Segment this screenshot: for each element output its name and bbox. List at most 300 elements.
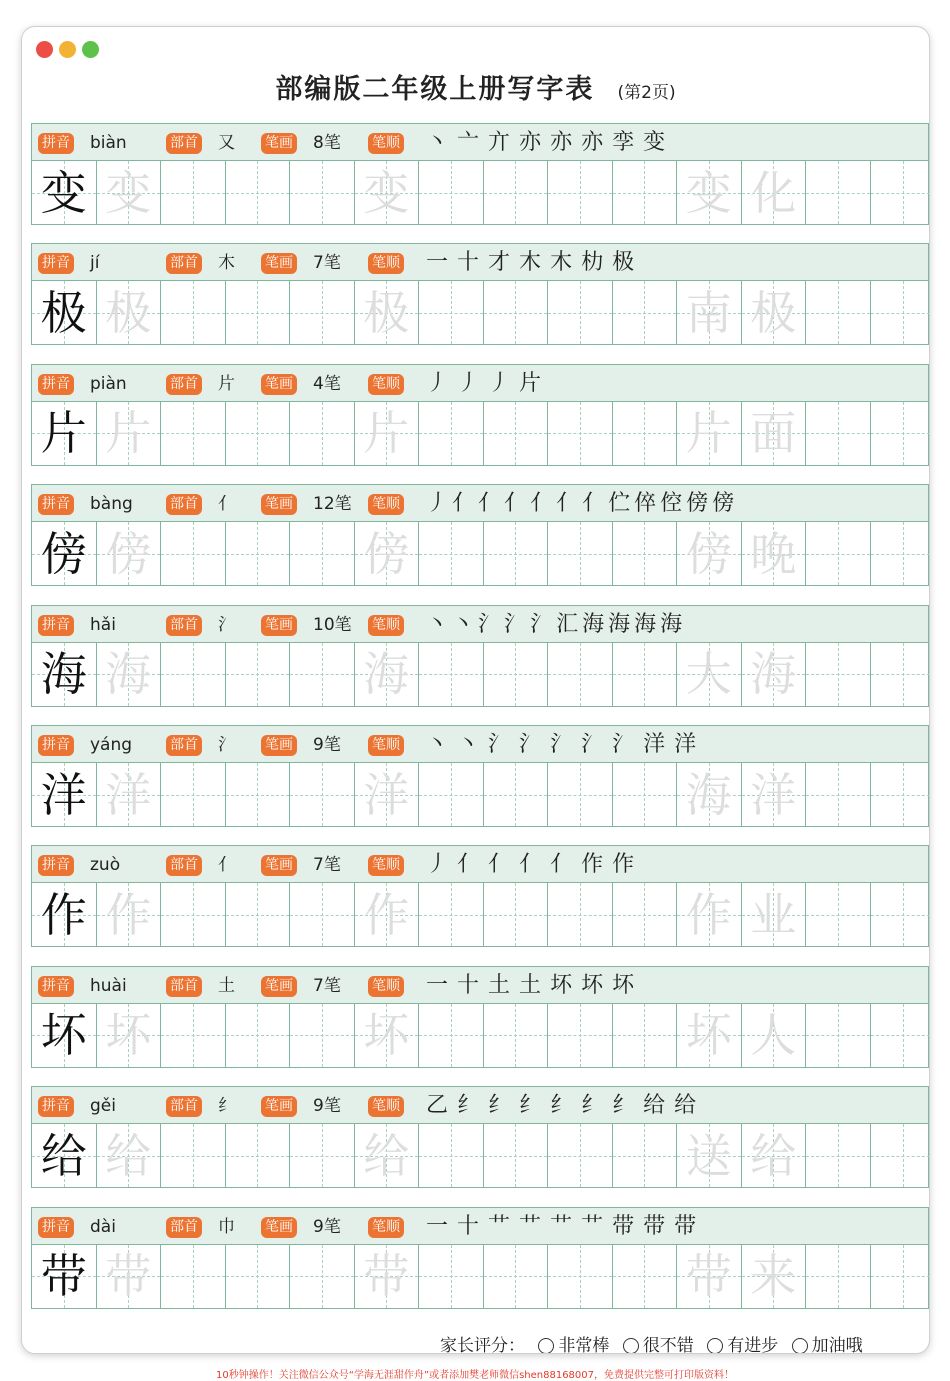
- grid-cell-with-character: [32, 402, 97, 465]
- practice-cell[interactable]: [548, 281, 613, 344]
- grid-cell-with-character: [742, 1245, 807, 1308]
- practice-cell[interactable]: [548, 643, 613, 706]
- practice-cell[interactable]: [161, 1245, 226, 1308]
- stroke-count-tag: 笔画: [261, 735, 297, 756]
- stroke-order-sequence: [426, 367, 550, 401]
- practice-cell[interactable]: [226, 883, 291, 946]
- stroke-order-tag: 笔顺: [368, 976, 404, 997]
- word-trace-character: 大: [685, 647, 732, 702]
- stroke-order-sequence: [426, 969, 643, 1003]
- practice-cell[interactable]: [226, 1004, 291, 1067]
- practice-cell[interactable]: [419, 161, 484, 224]
- minimize-window-button[interactable]: [59, 41, 76, 58]
- character-info-bar: [31, 243, 929, 281]
- practice-cell[interactable]: [871, 1124, 931, 1187]
- stroke-order-sequence: [426, 608, 686, 642]
- practice-cell[interactable]: [419, 522, 484, 585]
- practice-cell[interactable]: [161, 281, 226, 344]
- stroke-order-tag: 笔顺: [368, 133, 404, 154]
- grid-cell-with-character: [355, 161, 420, 224]
- practice-cell[interactable]: [226, 763, 291, 826]
- stroke-step: 海: [634, 611, 657, 637]
- word-trace-character: 送: [685, 1128, 732, 1183]
- model-character: 变: [40, 165, 87, 220]
- radical-tag: 部首: [166, 735, 202, 756]
- trace-character: 变: [363, 165, 410, 220]
- pinyin-value: dài: [90, 1216, 116, 1237]
- grid-cell-with-character: [742, 522, 807, 585]
- practice-cell[interactable]: [613, 402, 678, 465]
- radical-value: 氵: [218, 614, 235, 635]
- practice-cell[interactable]: [290, 1004, 355, 1067]
- writing-grid: [31, 643, 929, 707]
- pinyin-value: gěi: [90, 1096, 116, 1117]
- stroke-step: 带: [612, 1213, 635, 1239]
- stroke-order-sequence: [426, 728, 705, 762]
- practice-cell[interactable]: [484, 281, 549, 344]
- grid-cell-with-character: [677, 161, 742, 224]
- grid-cell-with-character: [355, 1245, 420, 1308]
- stroke-count-value: 7笔: [313, 253, 341, 274]
- practice-cell[interactable]: [806, 763, 871, 826]
- word-trace-character: 极: [750, 285, 797, 340]
- word-trace-character: 坏: [685, 1008, 732, 1063]
- grid-cell-with-character: [32, 1004, 97, 1067]
- stroke-step: 孪: [612, 130, 635, 155]
- character-block: [31, 966, 929, 1069]
- practice-cell[interactable]: [161, 522, 226, 585]
- stroke-step: 作: [612, 852, 635, 878]
- grid-cell-with-character: [97, 522, 162, 585]
- stroke-count-tag: 笔画: [261, 374, 297, 395]
- pinyin-tag: 拼音: [38, 1217, 74, 1238]
- stroke-count-tag: 笔画: [261, 253, 297, 274]
- stroke-order-sequence: [426, 487, 738, 521]
- practice-cell[interactable]: [484, 402, 549, 465]
- stroke-order-tag: 笔顺: [368, 735, 404, 756]
- practice-cell[interactable]: [548, 1004, 613, 1067]
- trace-character: 洋: [105, 767, 152, 822]
- trace-character: 给: [363, 1128, 410, 1183]
- practice-cell[interactable]: [290, 1124, 355, 1187]
- grid-cell-with-character: [97, 1245, 162, 1308]
- grid-cell-with-character: [677, 883, 742, 946]
- writing-grid: [31, 763, 929, 827]
- model-character: 作: [40, 887, 87, 942]
- radical-tag: 部首: [166, 133, 202, 154]
- stroke-step: 海: [582, 611, 605, 637]
- close-window-button[interactable]: [36, 41, 53, 58]
- grid-cell-with-character: [355, 402, 420, 465]
- practice-cell[interactable]: [419, 402, 484, 465]
- promo-footer-note: 10秒钟操作！关注微信公众号“学海无涯甜作舟”或者添加樊老师微信shen88168007，免费提供完整可打印版资料！: [215, 1370, 735, 1381]
- stroke-order-tag: 笔顺: [368, 494, 404, 515]
- stroke-count-tag: 笔画: [261, 1096, 297, 1117]
- stroke-count-value: 9笔: [313, 1096, 341, 1117]
- grid-cell-with-character: [97, 763, 162, 826]
- stroke-step: 亻: [457, 852, 480, 878]
- word-trace-character: 南: [685, 285, 732, 340]
- radio-circle-icon[interactable]: [538, 1338, 554, 1354]
- word-trace-character: 片: [685, 406, 732, 461]
- grid-cell-with-character: [355, 1124, 420, 1187]
- stroke-order-tag: 笔顺: [368, 615, 404, 636]
- grid-cell-with-character: [677, 1245, 742, 1308]
- stroke-step: 带: [674, 1213, 697, 1239]
- model-character: 给: [40, 1128, 87, 1183]
- practice-cell[interactable]: [613, 1245, 678, 1308]
- word-trace-character: 傍: [685, 526, 732, 581]
- stroke-count-tag: 笔画: [261, 855, 297, 876]
- practice-cell[interactable]: [613, 643, 678, 706]
- practice-cell[interactable]: [806, 643, 871, 706]
- grid-cell-with-character: [97, 402, 162, 465]
- stroke-order-sequence: [426, 1089, 705, 1123]
- practice-cell[interactable]: [161, 1124, 226, 1187]
- stroke-step: 丶: [452, 611, 475, 637]
- stroke-step: 洋: [643, 732, 666, 757]
- practice-cell[interactable]: [290, 763, 355, 826]
- radical-value: 氵: [218, 735, 235, 755]
- trace-character: 极: [105, 285, 152, 340]
- stroke-count-value: 12笔: [313, 494, 352, 515]
- trace-character: 变: [105, 165, 152, 220]
- character-info-bar: [31, 1086, 929, 1124]
- practice-cell[interactable]: [226, 643, 291, 706]
- grid-cell-with-character: [32, 281, 97, 344]
- practice-cell[interactable]: [871, 522, 931, 585]
- practice-cell[interactable]: [419, 763, 484, 826]
- word-trace-character: 人: [750, 1008, 797, 1063]
- practice-cell[interactable]: [548, 161, 613, 224]
- grid-cell-with-character: [97, 161, 162, 224]
- stroke-count-value: 10笔: [313, 614, 352, 635]
- practice-cell[interactable]: [161, 161, 226, 224]
- stroke-step: 汇: [556, 611, 579, 637]
- character-block: [31, 845, 929, 948]
- character-info-bar: [31, 364, 929, 402]
- practice-cell[interactable]: [613, 1004, 678, 1067]
- stroke-step: 丶: [426, 130, 449, 155]
- pinyin-tag: 拼音: [38, 976, 74, 997]
- practice-cell[interactable]: [161, 883, 226, 946]
- stroke-step: 亻: [488, 852, 511, 878]
- practice-cell[interactable]: [613, 161, 678, 224]
- stroke-step: 亻: [550, 852, 573, 878]
- pinyin-tag: 拼音: [38, 735, 74, 756]
- grid-cell-with-character: [742, 161, 807, 224]
- stroke-count-tag: 笔画: [261, 133, 297, 154]
- stroke-step: 纟: [488, 1093, 511, 1119]
- character-block: [31, 243, 929, 346]
- stroke-step: 氵: [530, 611, 553, 637]
- stroke-count-tag: 笔画: [261, 976, 297, 997]
- grid-cell-with-character: [355, 763, 420, 826]
- practice-cell[interactable]: [290, 883, 355, 946]
- practice-cell[interactable]: [806, 1124, 871, 1187]
- practice-cell[interactable]: [290, 643, 355, 706]
- radical-value: 土: [218, 975, 235, 996]
- practice-cell[interactable]: [290, 522, 355, 585]
- pinyin-value: bàng: [90, 494, 133, 515]
- writing-grid: [31, 1124, 929, 1188]
- evaluation-option-good[interactable]: 很不错: [623, 1336, 694, 1354]
- practice-cell[interactable]: [613, 763, 678, 826]
- practice-cell[interactable]: [806, 1245, 871, 1308]
- parent-evaluation: [440, 1331, 863, 1354]
- practice-cell[interactable]: [806, 522, 871, 585]
- practice-cell[interactable]: [161, 402, 226, 465]
- practice-cell[interactable]: [419, 1245, 484, 1308]
- practice-cell[interactable]: [806, 161, 871, 224]
- word-trace-character: 晚: [750, 526, 797, 581]
- trace-character: 傍: [105, 526, 152, 581]
- pinyin-value: huài: [90, 975, 127, 996]
- practice-cell[interactable]: [613, 281, 678, 344]
- grid-cell-with-character: [97, 281, 162, 344]
- app-window: [21, 26, 930, 1354]
- model-character: 带: [40, 1249, 87, 1304]
- grid-cell-with-character: [32, 522, 97, 585]
- grid-cell-with-character: [677, 522, 742, 585]
- stroke-step: 坏: [550, 972, 573, 998]
- stroke-step: 亻: [452, 491, 475, 517]
- stroke-step: 海: [660, 611, 683, 637]
- stroke-step: 作: [581, 852, 604, 878]
- practice-cell[interactable]: [290, 1245, 355, 1308]
- evaluation-option-improved[interactable]: 有进步: [707, 1336, 778, 1354]
- model-character: 洋: [40, 767, 87, 822]
- stroke-step: 氵: [612, 732, 635, 757]
- stroke-step: 极: [612, 250, 635, 276]
- word-trace-character: 来: [750, 1249, 797, 1304]
- practice-cell[interactable]: [806, 883, 871, 946]
- evaluation-option-excellent[interactable]: 非常棒: [538, 1336, 609, 1354]
- stroke-step: 纟: [519, 1093, 542, 1119]
- stroke-step: 氵: [478, 611, 501, 637]
- radical-value: 亻: [218, 855, 235, 876]
- practice-cell[interactable]: [161, 643, 226, 706]
- grid-cell-with-character: [355, 643, 420, 706]
- stroke-step: 亣: [488, 130, 511, 155]
- practice-cell[interactable]: [871, 1004, 931, 1067]
- practice-cell[interactable]: [290, 402, 355, 465]
- stroke-count-value: 9笔: [313, 1216, 341, 1237]
- practice-cell[interactable]: [419, 1004, 484, 1067]
- character-info-bar: [31, 123, 929, 161]
- model-character: 海: [40, 647, 87, 702]
- pinyin-tag: 拼音: [38, 253, 74, 274]
- stroke-step: 一: [426, 1213, 449, 1239]
- practice-cell[interactable]: [548, 522, 613, 585]
- stroke-step: 纟: [457, 1093, 480, 1119]
- radio-circle-icon[interactable]: [707, 1338, 723, 1354]
- practice-cell[interactable]: [613, 1124, 678, 1187]
- radical-tag: 部首: [166, 494, 202, 515]
- pinyin-value: piàn: [90, 373, 127, 394]
- practice-cell[interactable]: [806, 1004, 871, 1067]
- stroke-step: 亻: [556, 491, 579, 517]
- practice-cell[interactable]: [484, 643, 549, 706]
- pinyin-tag: 拼音: [38, 133, 74, 154]
- model-character: 傍: [40, 526, 87, 581]
- character-block: [31, 123, 929, 226]
- stroke-step: 亦: [519, 130, 542, 155]
- stroke-step: 一: [426, 972, 449, 998]
- stroke-step: 氵: [581, 732, 604, 757]
- practice-cell[interactable]: [871, 883, 931, 946]
- stroke-step: 丶: [426, 611, 449, 637]
- stroke-step: 丿: [488, 370, 511, 396]
- practice-cell[interactable]: [548, 883, 613, 946]
- grid-cell-with-character: [355, 522, 420, 585]
- practice-cell[interactable]: [161, 763, 226, 826]
- writing-grid: [31, 161, 929, 225]
- radical-value: 木: [218, 253, 235, 274]
- trace-character: 极: [363, 285, 410, 340]
- practice-cell[interactable]: [871, 1245, 931, 1308]
- grid-cell-with-character: [677, 402, 742, 465]
- trace-character: 给: [105, 1128, 152, 1183]
- stroke-step: 艹: [488, 1213, 511, 1239]
- grid-cell-with-character: [32, 161, 97, 224]
- practice-cell[interactable]: [484, 522, 549, 585]
- grid-cell-with-character: [742, 1124, 807, 1187]
- practice-cell[interactable]: [806, 281, 871, 344]
- stroke-step: 亻: [478, 491, 501, 517]
- grid-cell-with-character: [742, 281, 807, 344]
- stroke-step: 亦: [581, 130, 604, 155]
- practice-cell[interactable]: [226, 161, 291, 224]
- practice-cell[interactable]: [548, 1124, 613, 1187]
- stroke-step: 一: [426, 250, 449, 276]
- maximize-window-button[interactable]: [82, 41, 99, 58]
- stroke-count-value: 8笔: [313, 133, 341, 153]
- radio-circle-icon[interactable]: [792, 1338, 808, 1354]
- practice-cell[interactable]: [871, 161, 931, 224]
- practice-cell[interactable]: [871, 643, 931, 706]
- practice-cell[interactable]: [226, 1245, 291, 1308]
- practice-cell[interactable]: [871, 281, 931, 344]
- character-info-bar: [31, 966, 929, 1004]
- evaluation-option-keep-going[interactable]: 加油哦: [792, 1336, 863, 1354]
- pinyin-tag: 拼音: [38, 494, 74, 515]
- radical-value: 纟: [218, 1096, 235, 1117]
- stroke-step: 丶: [426, 732, 449, 757]
- practice-cell[interactable]: [290, 161, 355, 224]
- radical-value: 又: [218, 133, 235, 153]
- practice-cell[interactable]: [226, 522, 291, 585]
- grid-cell-with-character: [742, 402, 807, 465]
- practice-cell[interactable]: [548, 402, 613, 465]
- practice-cell[interactable]: [484, 161, 549, 224]
- grid-cell-with-character: [677, 1004, 742, 1067]
- radical-tag: 部首: [166, 615, 202, 636]
- grid-cell-with-character: [742, 1004, 807, 1067]
- practice-cell[interactable]: [548, 1245, 613, 1308]
- stroke-count-value: 7笔: [313, 975, 341, 996]
- practice-cell[interactable]: [419, 643, 484, 706]
- practice-cell[interactable]: [226, 281, 291, 344]
- stroke-count-tag: 笔画: [261, 615, 297, 636]
- stroke-step: 丿: [426, 852, 449, 878]
- practice-cell[interactable]: [484, 883, 549, 946]
- trace-character: 作: [105, 887, 152, 942]
- grid-cell-with-character: [742, 643, 807, 706]
- practice-cell[interactable]: [484, 1245, 549, 1308]
- practice-cell[interactable]: [871, 763, 931, 826]
- grid-cell-with-character: [32, 643, 97, 706]
- model-character: 片: [40, 406, 87, 461]
- practice-cell[interactable]: [290, 281, 355, 344]
- practice-cell[interactable]: [484, 1004, 549, 1067]
- practice-cell[interactable]: [226, 1124, 291, 1187]
- character-info-bar: [31, 484, 929, 522]
- writing-grid: [31, 883, 929, 947]
- practice-cell[interactable]: [484, 1124, 549, 1187]
- stroke-step: 亻: [530, 491, 553, 517]
- stroke-step: 坏: [612, 972, 635, 998]
- stroke-order-sequence: [426, 1210, 705, 1244]
- stroke-step: 十: [457, 972, 480, 998]
- radio-circle-icon[interactable]: [623, 1338, 639, 1354]
- practice-cell[interactable]: [484, 763, 549, 826]
- stroke-step: 氵: [550, 732, 573, 757]
- stroke-step: 亠: [457, 130, 480, 155]
- trace-character: 海: [363, 647, 410, 702]
- stroke-step: 纟: [550, 1093, 573, 1119]
- practice-cell[interactable]: [613, 522, 678, 585]
- radical-value: 片: [218, 373, 235, 394]
- stroke-step: 才: [488, 250, 511, 276]
- stroke-step: 氵: [504, 611, 527, 637]
- practice-cell[interactable]: [871, 402, 931, 465]
- character-info-bar: [31, 605, 929, 643]
- stroke-step: 亻: [504, 491, 527, 517]
- practice-cell[interactable]: [419, 883, 484, 946]
- stroke-step: 土: [488, 972, 511, 998]
- model-character: 极: [40, 285, 87, 340]
- word-trace-character: 化: [750, 165, 797, 220]
- stroke-step: 亦: [550, 130, 573, 155]
- practice-cell[interactable]: [419, 1124, 484, 1187]
- stroke-step: 带: [643, 1213, 666, 1239]
- practice-cell[interactable]: [806, 402, 871, 465]
- trace-character: 坏: [105, 1008, 152, 1063]
- stroke-step: 十: [457, 250, 480, 276]
- grid-cell-with-character: [355, 883, 420, 946]
- practice-cell[interactable]: [161, 1004, 226, 1067]
- grid-cell-with-character: [355, 281, 420, 344]
- stroke-order-sequence: [426, 246, 643, 280]
- grid-cell-with-character: [677, 1124, 742, 1187]
- practice-cell[interactable]: [548, 763, 613, 826]
- practice-cell[interactable]: [419, 281, 484, 344]
- stroke-step: 洋: [674, 732, 697, 757]
- practice-cell[interactable]: [613, 883, 678, 946]
- writing-grid: [31, 1004, 929, 1068]
- grid-cell-with-character: [742, 763, 807, 826]
- model-character: 坏: [40, 1008, 87, 1063]
- character-info-bar: [31, 725, 929, 763]
- grid-cell-with-character: [97, 643, 162, 706]
- grid-cell-with-character: [97, 883, 162, 946]
- pinyin-tag: 拼音: [38, 855, 74, 876]
- stroke-step: 土: [519, 972, 542, 998]
- word-trace-character: 海: [685, 767, 732, 822]
- grid-cell-with-character: [32, 763, 97, 826]
- practice-cell[interactable]: [226, 402, 291, 465]
